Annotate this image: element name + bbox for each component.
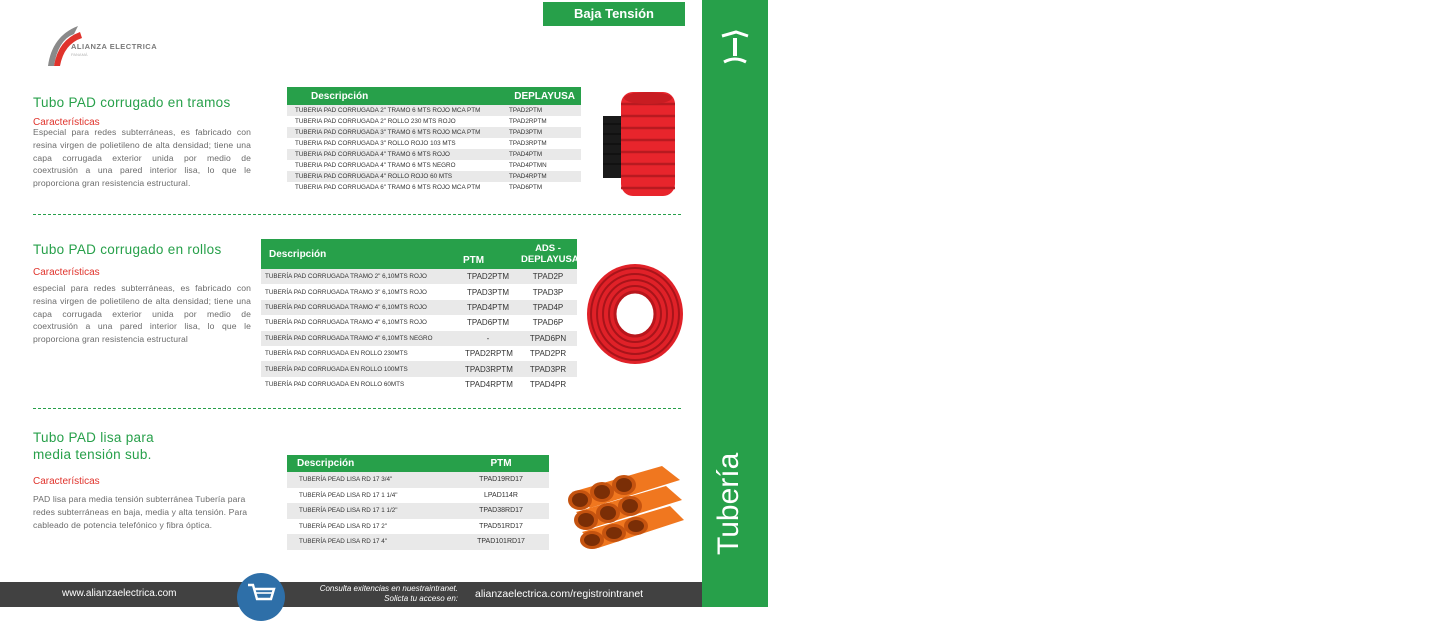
- table-row: [287, 127, 581, 138]
- product-table: [287, 87, 581, 193]
- table-row: [287, 503, 549, 519]
- product-table: [287, 455, 549, 550]
- shopping-cart-icon: [237, 573, 285, 607]
- table-cell: LPAD114R: [484, 491, 518, 499]
- section-subtitle: Características: [33, 267, 100, 278]
- footer-message-line2: Solicta tu acceso en:: [384, 594, 458, 603]
- table-row: [261, 346, 577, 361]
- table-cell: TUBERÍA PEAD LISA RD 17 4": [287, 534, 453, 550]
- product-table: [261, 239, 577, 392]
- table-cell: TUBERÍA PAD CORRUGADA TRAMO 3" 6,10MTS ROJO: [265, 288, 427, 296]
- corrugated-pipe-sections-photo: [595, 88, 683, 200]
- table-row: [287, 138, 581, 149]
- table-cell: TPAD3RPTM: [509, 140, 547, 147]
- table-row: [261, 300, 577, 315]
- table-cell: TPAD2P: [519, 269, 577, 284]
- table-row: [287, 488, 549, 504]
- table-row: [287, 160, 581, 171]
- table-cell: TUBERÍA PAD CORRUGADA TRAMO 4" 6,10MTS NEGRO: [261, 331, 457, 346]
- table-cell: TPAD6P: [532, 318, 564, 328]
- table-cell: TPAD6PTM: [509, 184, 543, 191]
- table-cell: TUBERIA PAD CORRUGADA 4" ROLLO ROJO 60 MTS: [287, 171, 501, 182]
- table-cell: TPAD3PTM: [501, 127, 581, 138]
- table-row: [287, 149, 581, 160]
- table-cell: TPAD3P: [532, 287, 564, 297]
- column-header: DEPLAYUSA: [501, 87, 581, 105]
- page-number: 57: [1436, 572, 1448, 584]
- table-cell: TUBERÍA PAD CORRUGADA EN ROLLO 100MTS: [261, 361, 457, 376]
- table-cell: TUBERÍA PAD CORRUGADA TRAMO 4" 6,10MTS ROJO: [261, 300, 457, 315]
- section-divider: [33, 214, 681, 215]
- table-cell: TUBERIA PAD CORRUGADA 4" TRAMO 6 MTS ROJO: [287, 149, 501, 160]
- table-cell: TPAD2RPTM: [509, 118, 547, 125]
- table-cell: TPAD2PTM: [457, 269, 519, 284]
- table-cell: TUBERIA PAD CORRUGADA 6" TRAMO 6 MTS ROJO MCA PTM: [295, 184, 481, 191]
- footer-message-line1: Consulta exitencias en nuestraintranet.: [319, 584, 458, 593]
- column-header: Descripción: [287, 87, 501, 105]
- section-description: PAD lisa para media tensión subterránea Tubería para redes subterráneas en baja, media y alta tensión. Para cableado de potencia telefónico y fibra óptica.: [33, 494, 248, 530]
- table-cell: TPAD101RD17: [453, 534, 549, 550]
- table-row: [261, 315, 577, 330]
- table-cell: TPAD4PTM: [457, 300, 519, 315]
- vertical-title: Tubería: [712, 452, 745, 555]
- section-description: Especial para redes subterráneas, es fabricado con resina virgen de polietileno de alta densidad; tiene una capa corrugada exterior unida por medio de coextrusión a una pared interior lisa, lo que le proporciona gran resistencia estructural.: [33, 127, 251, 189]
- table-cell: TPAD6PN: [519, 331, 577, 346]
- table-cell: TPAD3PTM: [466, 287, 510, 297]
- table-cell: TUBERÍA PEAD LISA RD 17 1 1/2": [287, 503, 453, 519]
- table-cell: TPAD3PR: [519, 361, 577, 376]
- table-cell: TPAD3RPTM: [457, 361, 519, 376]
- column-header: Descripción: [287, 455, 453, 472]
- table-cell: TUBERÍA PEAD LISA RD 17 3/4": [287, 472, 453, 488]
- section-title: Tubo PAD corrugado en rollos: [33, 242, 222, 257]
- table-row: [261, 269, 577, 284]
- table-cell: TUBERÍA PEAD LISA RD 17 1 1/4": [299, 491, 398, 499]
- table-cell: TPAD2PR: [529, 349, 567, 359]
- table-row: [261, 377, 577, 392]
- table-row: [261, 284, 577, 299]
- table-cell: TUBERIA PAD CORRUGADA 4" TRAMO 6 MTS NEGRO: [295, 162, 456, 169]
- section-title: Tubo PAD corrugado en tramos: [33, 95, 231, 110]
- section-subtitle: Características: [33, 117, 100, 128]
- table-cell: TPAD19RD17: [453, 472, 549, 488]
- table-cell: TPAD51RD17: [479, 522, 523, 530]
- sidebar: [702, 0, 1448, 607]
- table-row: [287, 182, 581, 193]
- footer-register-link[interactable]: alianzaelectrica.com/registrointranet: [475, 588, 644, 600]
- column-header: PTM: [453, 455, 549, 472]
- table-cell: TUBERIA PAD CORRUGADA 2" TRAMO 6 MTS ROJO MCA PTM: [287, 105, 501, 116]
- column-header: Descripción: [261, 239, 457, 269]
- table-cell: TPAD2PTM: [501, 105, 581, 116]
- table-cell: TPAD4RPTM: [465, 379, 513, 389]
- cart-badge: [237, 573, 285, 621]
- table-cell: TPAD2RPTM: [465, 349, 513, 359]
- smooth-pipe-bundle-photo: [562, 462, 686, 552]
- table-row: [261, 361, 577, 376]
- table-row: [287, 534, 549, 550]
- table-row: [287, 105, 581, 116]
- section-tag: Baja Tensión: [543, 2, 685, 26]
- table-cell: TUBERÍA PAD CORRUGADA EN ROLLO 60MTS: [265, 380, 405, 388]
- corrugated-pipe-coil-photo: [583, 258, 687, 368]
- section-title: Tubo PAD lisa para: [33, 430, 154, 445]
- table-cell: TPAD4PTMN: [509, 162, 547, 169]
- table-cell: TPAD4RPTM: [501, 171, 581, 182]
- column-header: PTM: [457, 239, 519, 269]
- table-cell: TUBERIA PAD CORRUGADA 3" TRAMO 6 MTS ROJO MCA PTM: [287, 127, 501, 138]
- table-cell: TUBERÍA PEAD LISA RD 17 2": [299, 522, 387, 530]
- table-cell: TUBERÍA PAD CORRUGADA TRAMO 2" 6,10MTS ROJO: [261, 269, 457, 284]
- table-cell: TPAD6PTM: [466, 318, 510, 328]
- section-title-line2: media tensión sub.: [33, 447, 152, 462]
- table-cell: TUBERIA PAD CORRUGADA 2" ROLLO 230 MTS ROJO: [295, 118, 456, 125]
- table-row: [287, 116, 581, 127]
- table-cell: TPAD4PTM: [501, 149, 581, 160]
- table-row: [287, 171, 581, 182]
- table-row: [261, 331, 577, 346]
- logo-tagline: PANAMÁ: [71, 52, 88, 57]
- footer-bar: [0, 582, 702, 607]
- table-cell: TPAD4P: [519, 300, 577, 315]
- logo-name: ALIANZA ELECTRICA: [71, 42, 158, 51]
- table-cell: TUBERIA PAD CORRUGADA 3" ROLLO ROJO 103 MTS: [295, 140, 456, 147]
- section-subtitle: Características: [33, 476, 100, 487]
- table-row: [287, 519, 549, 535]
- table-cell: -: [457, 331, 519, 346]
- footer-website-link[interactable]: www.alianzaelectrica.com: [62, 588, 177, 599]
- table-cell: TPAD38RD17: [453, 503, 549, 519]
- table-cell: TUBERÍA PAD CORRUGADA EN ROLLO 230MTS: [265, 350, 408, 358]
- column-header: ADS - DEPLAYUSA: [519, 239, 577, 269]
- table-cell: TPAD4PR: [529, 379, 567, 389]
- table-cell: TUBERÍA PAD CORRUGADA TRAMO 4" 6,10MTS ROJO: [265, 319, 427, 327]
- table-row: [287, 472, 549, 488]
- section-description: especial para redes subterráneas, es fabricado con resina virgen de polietileno de alta densidad; tiene una capa corrugada exterior unida por medio de coextrusión a una pared interior lisa, lo que le proporciona gran resistencia estructural: [33, 283, 251, 345]
- section-divider: [33, 408, 681, 409]
- pipe-icon: [716, 26, 754, 70]
- footer-message: [292, 584, 458, 604]
